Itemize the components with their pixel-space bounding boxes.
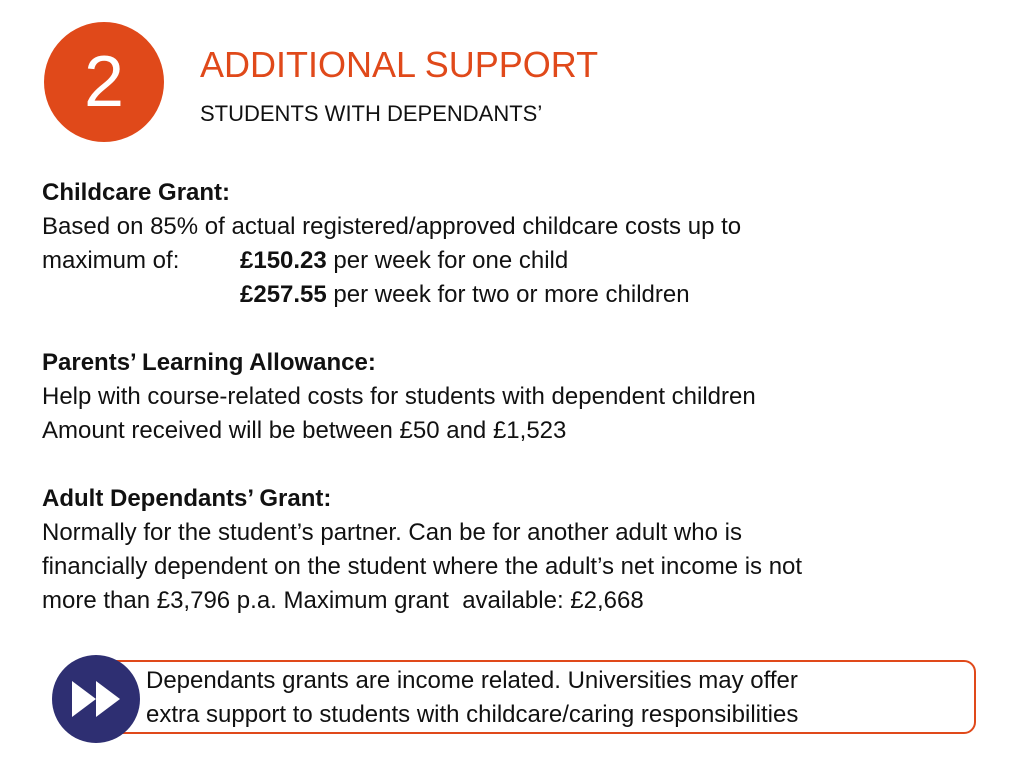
adult-dependants-grant-line: financially dependent on the student where the adult’s net income is not bbox=[42, 553, 803, 580]
rate-description: per week for one child bbox=[326, 247, 569, 274]
adult-dependants-grant-heading: Adult Dependants’ Grant: bbox=[42, 485, 332, 512]
callout-text bbox=[146, 664, 966, 732]
page-subtitle: STUDENTS WITH DEPENDANTS’ bbox=[200, 101, 543, 126]
childcare-rate-row bbox=[42, 278, 982, 312]
parents-learning-allowance-heading: Parents’ Learning Allowance: bbox=[42, 349, 376, 376]
page-title: ADDITIONAL SUPPORT bbox=[200, 44, 599, 85]
parents-learning-allowance-amount: Amount received will be between £50 and £1,523 bbox=[42, 417, 567, 444]
childcare-grant-heading: Childcare Grant: bbox=[42, 179, 231, 206]
main-content bbox=[42, 176, 982, 618]
adult-dependants-grant-line: more than £3,796 p.a. Maximum grant available: £2,668 bbox=[42, 587, 644, 614]
fast-forward-icon bbox=[52, 655, 140, 743]
maximum-label: maximum of: bbox=[42, 247, 180, 274]
childcare-grant-description: Based on 85% of actual registered/approved childcare costs up to bbox=[42, 213, 742, 240]
rate-amount: £150.23 bbox=[240, 247, 327, 274]
adult-dependants-grant-line: Normally for the student’s partner. Can be for another adult who is bbox=[42, 519, 742, 546]
fast-forward-badge bbox=[52, 655, 140, 743]
section-number-badge bbox=[44, 22, 164, 142]
section-number: 2 bbox=[83, 42, 125, 122]
rate-amount: £257.55 bbox=[240, 281, 327, 308]
callout-line: extra support to students with childcare/caring responsibilities bbox=[146, 701, 799, 728]
callout-line: Dependants grants are income related. Universities may offer bbox=[146, 667, 798, 694]
childcare-rate-row bbox=[42, 244, 982, 278]
rate-description: per week for two or more children bbox=[326, 281, 690, 308]
parents-learning-allowance-description: Help with course-related costs for students with dependent children bbox=[42, 383, 756, 410]
